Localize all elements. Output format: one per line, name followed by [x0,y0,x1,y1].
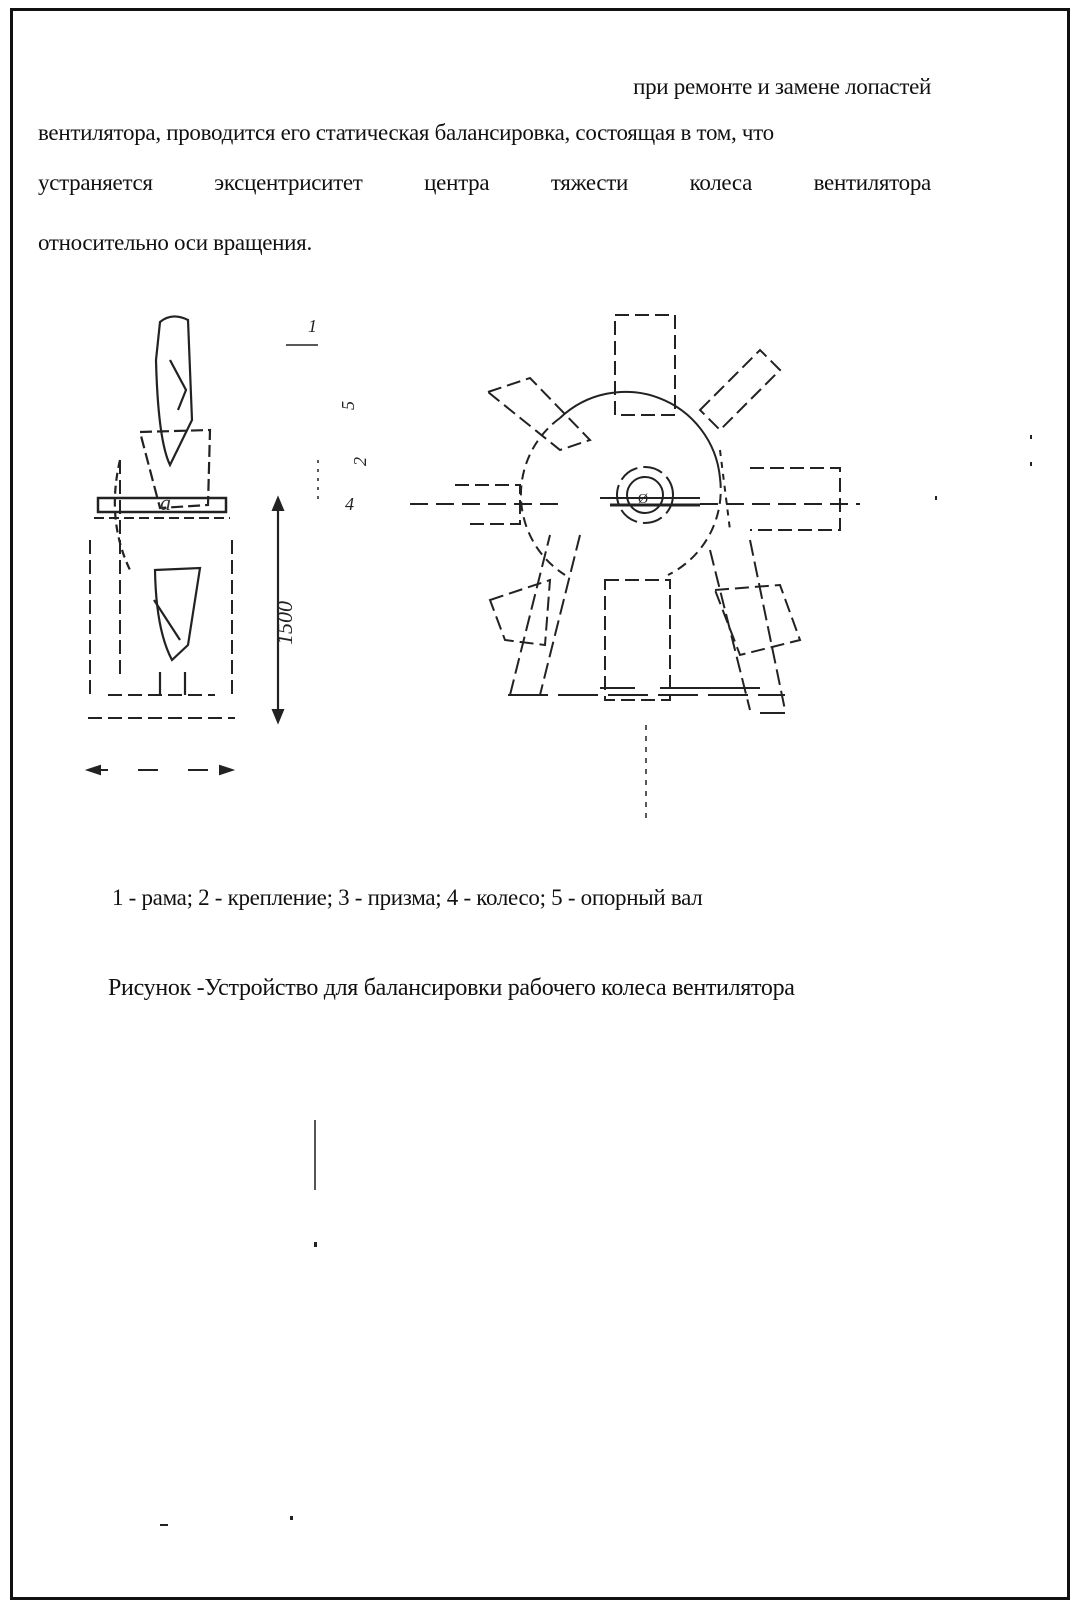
figure-legend: 1 - рама; 2 - крепление; 3 - призма; 4 - колесо; 5 - опорный вал [112,885,703,910]
scan-artifact [935,496,937,500]
hub-label: Ø [638,492,649,507]
word: тяжести [550,170,629,195]
figure-caption: Рисунок -Устройство для балансировки рабочего колеса вентилятора [108,975,795,1001]
text-line-1: при ремонте и замене лопастей [633,74,931,99]
scan-artifact [160,1524,168,1526]
scan-artifact [1030,462,1032,466]
word: вентилятора [813,170,931,195]
svg-text:1: 1 [308,316,317,336]
word: центра [424,170,490,195]
svg-text:5: 5 [338,401,358,410]
balancing-device-drawing [60,300,1060,840]
word: эксцентриситет [214,170,363,195]
word: колеса [689,170,753,195]
svg-text:4: 4 [345,494,354,514]
text-line-2: вентилятора, проводится его статическая балансировка, состоящая в том, что [38,120,774,145]
front-view [410,315,860,820]
scan-artifact [290,1516,293,1520]
text-line-3 [38,170,931,196]
scan-artifact [314,1120,316,1190]
svg-text:2: 2 [350,457,370,466]
callouts [286,316,370,514]
scan-artifact [314,1242,317,1247]
height-dimension: 1500 [272,601,297,645]
text-line-4: относительно оси вращения. [38,230,312,255]
scan-artifact [1030,435,1032,439]
word: устраняется [38,170,153,195]
svg-text:a: a [160,490,171,515]
